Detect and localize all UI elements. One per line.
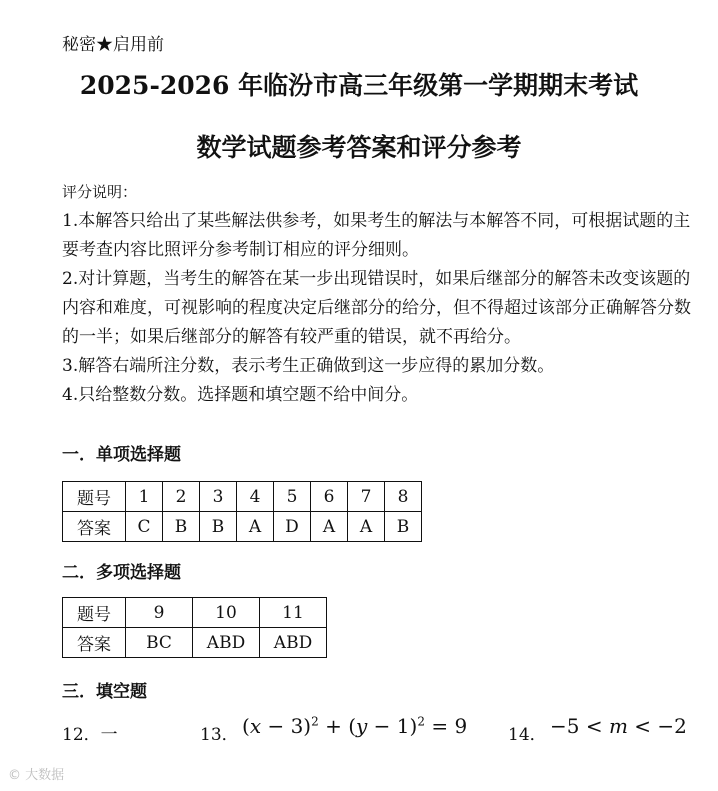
watermark-text: 大数据: [25, 768, 65, 783]
page-subtitle: 数学试题参考答案和评分参考: [196, 133, 522, 162]
watermark: [8, 764, 64, 783]
table-header-cell: 题号: [63, 598, 126, 628]
table-header-cell: 答案: [63, 628, 126, 658]
answer-14: [508, 720, 547, 745]
table-row: [63, 598, 327, 628]
question-number: 14．: [508, 725, 547, 745]
watermark-icon: ©: [8, 768, 21, 783]
answer-13-formula: $(x - 3)^2 + (y - 1)^2 = 9$: [242, 714, 468, 738]
grading-note-1: 1.本解答只给出了某些解法供参考，如果考生的解法与本解答不同，可根据试题的主要考查内容比照评分参考制订相应的评分细则。: [62, 211, 691, 260]
multiple-choice-answer-table: [62, 597, 327, 658]
grading-note-4: 4.只给整数分数。选择题和填空题不给中间分。: [62, 385, 419, 405]
table-cell: 5: [274, 482, 311, 512]
table-cell: 4: [237, 482, 274, 512]
table-cell: B: [385, 512, 422, 542]
table-cell: D: [274, 512, 311, 542]
table-cell: ABD: [260, 628, 327, 658]
table-cell: A: [237, 512, 274, 542]
fill-in-answers: [62, 714, 702, 750]
table-cell: 11: [260, 598, 327, 628]
grading-notes: [62, 178, 702, 410]
table-header-cell: 答案: [63, 512, 126, 542]
table-cell: B: [200, 512, 237, 542]
table-cell: BC: [126, 628, 193, 658]
table-cell: ABD: [193, 628, 260, 658]
answer-value: 一: [100, 725, 118, 745]
section-heading-single-choice: 一．单项选择题: [62, 445, 181, 465]
table-header-cell: 题号: [63, 482, 126, 512]
answer-12: [62, 720, 118, 745]
table-cell: A: [348, 512, 385, 542]
table-cell: 7: [348, 482, 385, 512]
table-cell: 2: [163, 482, 200, 512]
answer-13: [200, 720, 239, 745]
section-heading-fill-in: 三．填空题: [62, 682, 147, 702]
grading-note-2: 2.对计算题，当考生的解答在某一步出现错误时，如果后继部分的解答未改变该题的内容和难度，可视影响的程度决定后继部分的给分，但不得超过该部分正确解答分数的一半；如果后继部分的解答有较严重的错误，就不再给分。: [62, 269, 691, 347]
section-heading-multiple-choice: 二．多项选择题: [62, 563, 181, 583]
table-row: [63, 512, 422, 542]
page-title: 2025-2026 年临汾市高三年级第一学期期末考试: [79, 71, 639, 100]
table-row: [63, 628, 327, 658]
table-cell: 6: [311, 482, 348, 512]
secret-label: 秘密★启用前: [62, 35, 164, 55]
table-cell: C: [126, 512, 163, 542]
table-cell: B: [163, 512, 200, 542]
table-cell: 8: [385, 482, 422, 512]
table-row: [63, 482, 422, 512]
answer-14-formula: −5 < m < −2: [550, 714, 687, 738]
table-cell: 3: [200, 482, 237, 512]
grading-note-3: 3.解答右端所注分数，表示考生正确做到这一步应得的累加分数。: [62, 356, 555, 376]
table-cell: 1: [126, 482, 163, 512]
question-number: 12．: [62, 725, 101, 745]
single-choice-answer-table: [62, 481, 422, 542]
question-number: 13．: [200, 725, 239, 745]
table-cell: 9: [126, 598, 193, 628]
table-cell: 10: [193, 598, 260, 628]
grading-notes-lead: 评分说明：: [62, 183, 138, 201]
table-cell: A: [311, 512, 348, 542]
